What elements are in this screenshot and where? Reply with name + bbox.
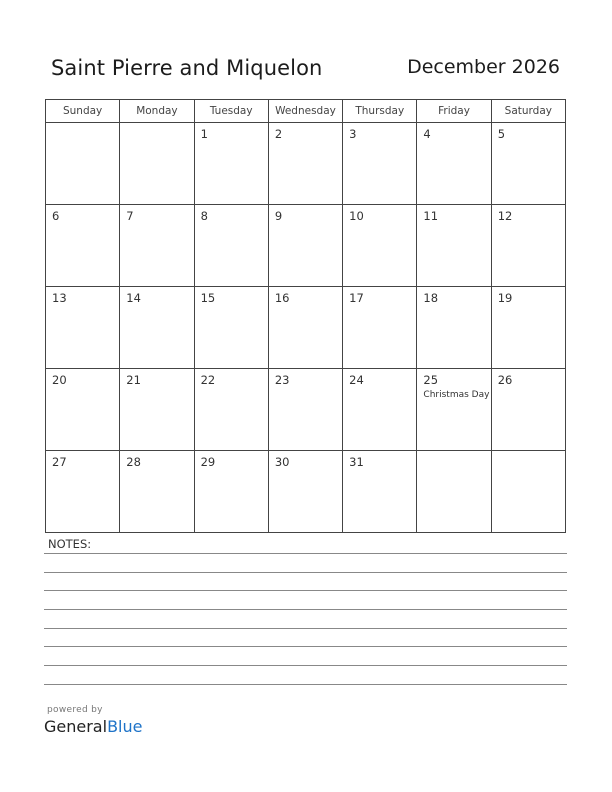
powered-by-text: powered by: [47, 705, 103, 715]
day-cell: [417, 369, 491, 451]
note-line: [44, 572, 567, 573]
day-cell: [491, 123, 565, 205]
day-number: 16: [274, 291, 290, 305]
note-line: [44, 553, 567, 554]
month-year-title: December 2026: [407, 56, 560, 78]
day-cell: [194, 451, 268, 533]
day-cell: [46, 287, 120, 369]
day-cell: [46, 451, 120, 533]
day-number: 21: [126, 373, 141, 387]
day-cell: [343, 123, 417, 205]
day-cell: [491, 369, 565, 451]
logo-general-text: General: [44, 717, 108, 736]
day-number: 4: [423, 127, 431, 141]
week-row: [46, 451, 566, 533]
week-row: [46, 123, 566, 205]
day-number: 27: [52, 455, 67, 469]
day-number: 20: [52, 373, 67, 387]
day-number: 14: [126, 291, 141, 305]
day-number: 18: [423, 291, 439, 305]
day-number: 12: [497, 209, 513, 223]
day-cell: [46, 123, 120, 205]
day-cell: [417, 287, 491, 369]
day-number: 22: [200, 373, 216, 387]
day-cell: [268, 451, 342, 533]
day-number: 26: [497, 373, 513, 387]
day-cell: [194, 369, 268, 451]
day-cell: [46, 205, 120, 287]
note-line: [44, 646, 567, 647]
day-number: 10: [349, 209, 364, 223]
weekday-header: Saturday: [491, 100, 565, 123]
day-cell: [343, 451, 417, 533]
weekday-header: Monday: [120, 100, 194, 123]
note-line: [44, 609, 567, 610]
day-number: 28: [126, 455, 141, 469]
day-cell: [194, 123, 268, 205]
day-number: 30: [274, 455, 290, 469]
day-number: 3: [349, 127, 357, 141]
day-number: 15: [200, 291, 216, 305]
day-number: 7: [126, 209, 134, 223]
holiday-label: Christmas Day: [423, 390, 490, 400]
day-cell: [417, 123, 491, 205]
day-number: 8: [200, 209, 208, 223]
day-number: 23: [274, 373, 290, 387]
day-cell: [343, 205, 417, 287]
weekday-header: Sunday: [46, 100, 120, 123]
note-line: [44, 628, 567, 629]
day-cell: [268, 369, 342, 451]
logo-blue-text: Blue: [107, 717, 143, 736]
day-number: 25: [423, 373, 439, 387]
generalblue-logo: [44, 717, 142, 736]
day-number: 11: [423, 209, 439, 223]
day-cell: [120, 123, 194, 205]
weekday-header-row: [46, 100, 566, 123]
day-cell: [46, 369, 120, 451]
day-number: 29: [200, 455, 216, 469]
weekday-header: Wednesday: [268, 100, 342, 123]
day-cell: [120, 287, 194, 369]
week-row: [46, 369, 566, 451]
note-line: [44, 665, 567, 666]
day-cell: [417, 205, 491, 287]
day-cell: [343, 287, 417, 369]
region-title: Saint Pierre and Miquelon: [51, 56, 323, 80]
day-cell: [491, 451, 565, 533]
day-cell: [491, 205, 565, 287]
day-number: 9: [274, 209, 283, 223]
day-number: 5: [497, 127, 506, 141]
day-cell: [194, 287, 268, 369]
day-cell: [417, 451, 491, 533]
day-number: 1: [200, 127, 208, 141]
day-cell: [120, 369, 194, 451]
notes-label: NOTES:: [48, 537, 92, 551]
weekday-header: Tuesday: [194, 100, 268, 123]
calendar-grid: [45, 99, 566, 533]
week-row: [46, 287, 566, 369]
day-number: 24: [349, 373, 364, 387]
day-cell: [268, 205, 342, 287]
day-cell: [268, 123, 342, 205]
weekday-header: Friday: [417, 100, 491, 123]
note-line: [44, 590, 567, 591]
day-cell: [491, 287, 565, 369]
day-number: 6: [52, 209, 60, 223]
day-number: 19: [497, 291, 513, 305]
day-number: 13: [52, 291, 67, 305]
week-row: [46, 205, 566, 287]
day-number: 2: [274, 127, 283, 141]
weekday-header: Thursday: [343, 100, 417, 123]
day-cell: [120, 205, 194, 287]
day-cell: [343, 369, 417, 451]
note-line: [44, 684, 567, 685]
day-cell: [194, 205, 268, 287]
day-number: 17: [349, 291, 364, 305]
day-cell: [120, 451, 194, 533]
day-cell: [268, 287, 342, 369]
day-number: 31: [349, 455, 364, 469]
